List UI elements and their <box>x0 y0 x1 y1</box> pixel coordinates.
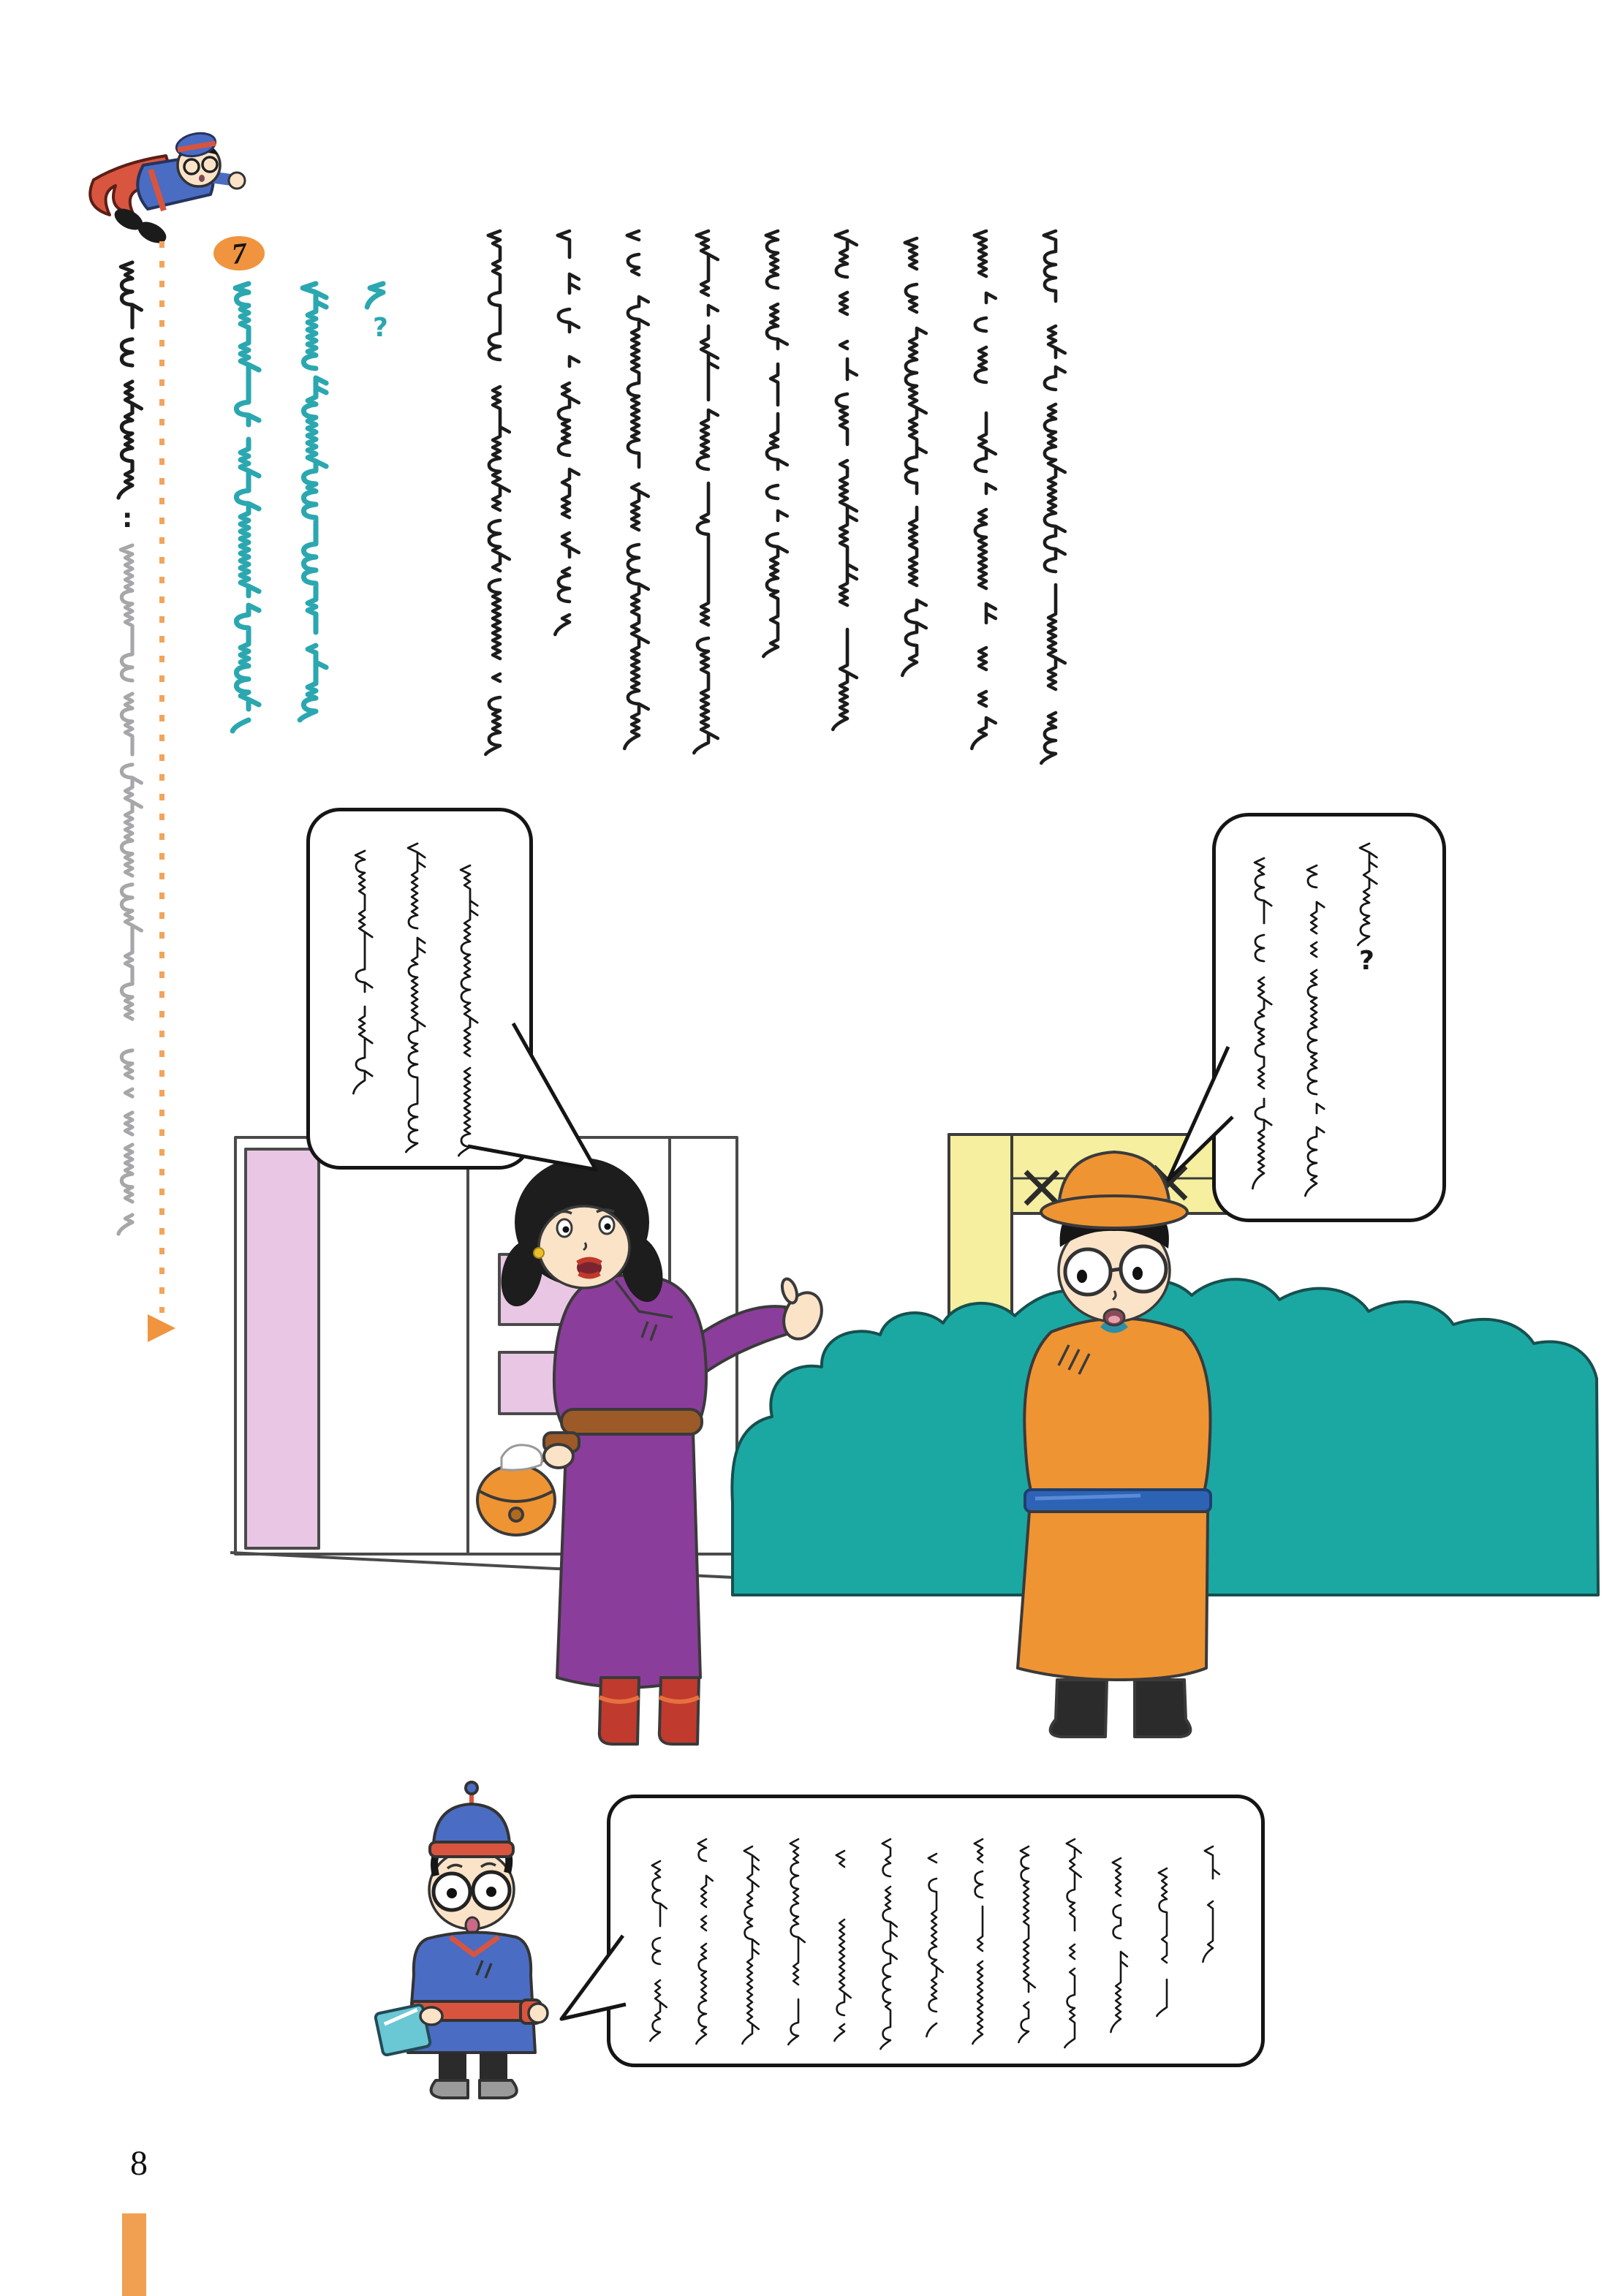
lesson-title <box>219 281 421 740</box>
script-column <box>1243 855 1276 1197</box>
mascot-flying-boy-icon <box>90 130 245 248</box>
page-number: 8 <box>130 2144 148 2183</box>
svg-text::: : <box>122 504 133 534</box>
script-column <box>344 848 377 1102</box>
triangle-marker-icon <box>148 1314 175 1342</box>
script-column <box>613 228 655 757</box>
script-column <box>682 228 725 762</box>
script-column <box>474 228 516 759</box>
script-column <box>826 1848 855 2050</box>
script-column <box>287 281 333 725</box>
script-column <box>449 863 483 1161</box>
svg-text:?: ? <box>373 313 388 343</box>
script-column <box>354 281 401 344</box>
building <box>235 1137 737 1554</box>
sidebar-example-text <box>107 542 158 1243</box>
lesson-body-text <box>474 228 1099 772</box>
script-column <box>960 228 1002 757</box>
script-column <box>642 1858 671 2047</box>
window <box>499 1352 609 1414</box>
script-column <box>1295 863 1329 1205</box>
script-column <box>1102 1855 1132 2041</box>
script-column <box>688 1836 717 2053</box>
script-column <box>1029 228 1072 772</box>
boy-bubble-text <box>642 1836 1241 2053</box>
ground-line <box>230 1553 734 1577</box>
script-column <box>964 1836 994 2053</box>
script-column <box>543 228 586 643</box>
script-column <box>219 281 266 740</box>
script-column <box>1010 1844 1040 2051</box>
woman-figure <box>477 1158 829 1744</box>
script-column <box>821 228 863 738</box>
script-column <box>734 1844 763 2053</box>
script-column <box>780 1836 809 2053</box>
sidebar-heading-text <box>107 259 158 534</box>
man-figure <box>1018 1152 1211 1737</box>
boy-figure <box>375 1782 548 2098</box>
script-column <box>1149 1865 1178 2023</box>
script-column <box>107 542 148 1243</box>
svg-text:?: ? <box>1359 946 1374 976</box>
bushes <box>732 1279 1598 1595</box>
lesson-number: 7 <box>230 236 249 270</box>
script-column <box>872 1836 901 2053</box>
lesson-number-badge <box>213 236 265 270</box>
script-column <box>396 841 430 1161</box>
earring-icon <box>534 1248 544 1258</box>
script-column <box>1348 841 1382 977</box>
script-column <box>752 228 794 665</box>
man-bubble-text <box>1243 841 1401 1205</box>
footer-accent-bar <box>122 2213 146 2296</box>
window <box>499 1254 609 1325</box>
woman-bubble-text <box>344 841 502 1161</box>
script-column <box>1056 1836 1086 2053</box>
script-column <box>918 1851 947 2045</box>
x-ornament-icon <box>1154 1167 1186 1199</box>
script-column <box>1195 1844 1224 1971</box>
script-column <box>107 259 148 534</box>
script-column <box>890 235 933 684</box>
dotted-guide-line <box>159 241 164 1313</box>
x-ornament-icon <box>1026 1172 1058 1204</box>
